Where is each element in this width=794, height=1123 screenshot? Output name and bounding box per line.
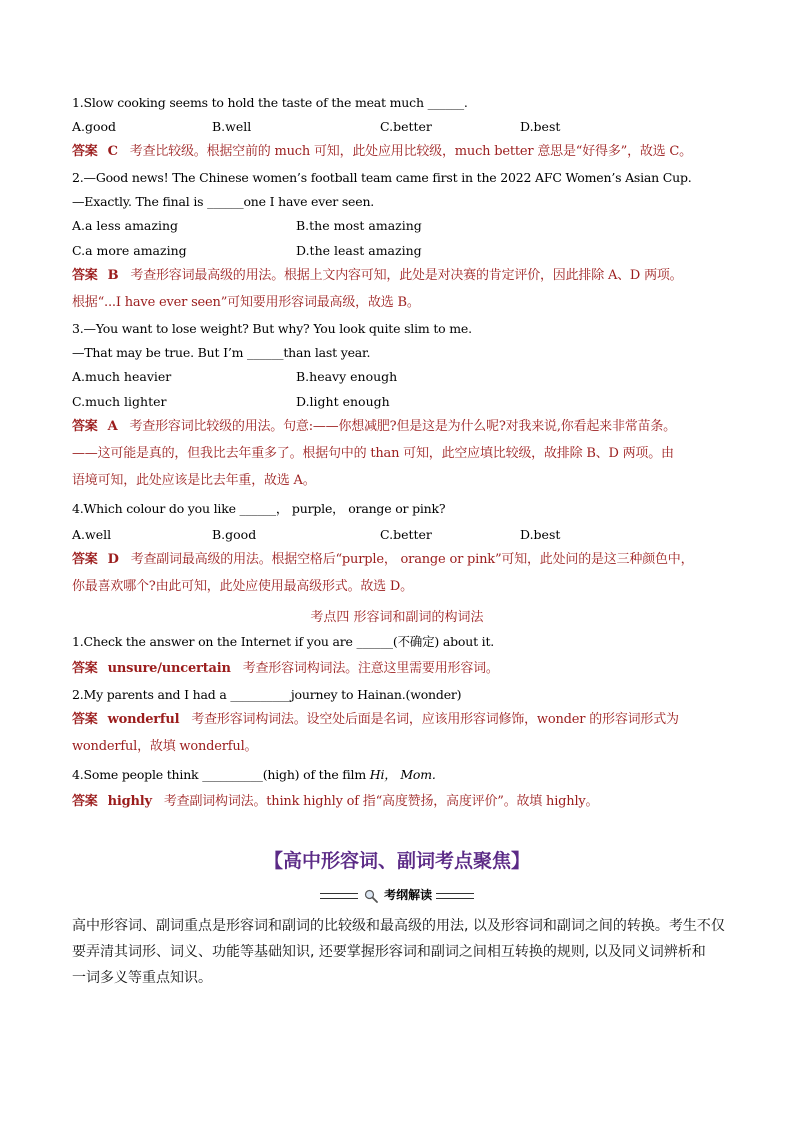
- answer-explanation: 考查形容词比较级的用法。句意:——你想减肥?但是这是为什么呢?对我来说,你看起来非常苗条。: [129, 419, 676, 434]
- q1-option-a: A.good: [72, 119, 117, 134]
- answer-key: B: [107, 268, 119, 283]
- q3-answer-cont-1: ——这可能是真的，但我比去年重多了。根据句中的 than 可知，此空应填比较级，故排除 B、D 两项。由: [72, 446, 674, 461]
- answer-key: unsure/uncertain: [107, 661, 231, 676]
- answer-label: 答案: [72, 712, 98, 727]
- q3-answer: [72, 419, 676, 435]
- magnifier-icon: [364, 889, 378, 903]
- subheading: [0, 886, 794, 903]
- s4-stem-text: 4.Some people think __________(high) of the film: [72, 767, 370, 782]
- q1-stem: 1.Slow cooking seems to hold the taste of the meat much ______.: [72, 95, 468, 110]
- q2-stem-2: —Exactly. The final is ______one I have ever seen.: [72, 194, 375, 209]
- q1-option-c: C.better: [380, 119, 432, 134]
- q2-stem-1: 2.—Good news! The Chinese women’s football team came first in the 2022 AFC Women’s Asian Cup.: [72, 170, 692, 185]
- q2-option-d: D.the least amazing: [296, 243, 422, 258]
- answer-label: 答案: [72, 419, 98, 434]
- q4-answer-cont: 你最喜欢哪个?由此可知，此处应使用最高级形式。故选 D。: [72, 579, 413, 594]
- q3-stem-1: 3.—You want to lose weight? But why? You look quite slim to me.: [72, 321, 472, 336]
- answer-key: wonderful: [107, 712, 180, 727]
- q1-option-d: D.best: [520, 119, 561, 134]
- s1-answer: [72, 661, 499, 677]
- q3-option-d: D.light enough: [296, 394, 390, 409]
- answer-explanation: 考查比较级。根据空前的 much 可知，此处应用比较级，much better 意思是“好得多”，故选 C。: [129, 144, 692, 159]
- s2-answer: [72, 712, 679, 728]
- answer-explanation: 考查形容词构词法。注意这里需要用形容词。: [242, 661, 499, 676]
- q4-answer: [72, 552, 693, 568]
- divider-right: [436, 893, 474, 899]
- answer-label: 答案: [72, 552, 98, 567]
- q3-stem-2: —That may be true. But I’m ______than last year.: [72, 345, 371, 360]
- q1-option-b: B.well: [212, 119, 252, 134]
- answer-label: 答案: [72, 268, 98, 283]
- answer-key: D: [107, 552, 119, 567]
- answer-key: A: [107, 419, 118, 434]
- q2-option-c: C.a more amazing: [72, 243, 187, 258]
- s2-answer-cont: wonderful，故填 wonderful。: [72, 739, 258, 754]
- q2-option-a: A.a less amazing: [72, 218, 179, 233]
- q4-option-d: D.best: [520, 527, 561, 542]
- q3-option-c: C.much lighter: [72, 394, 167, 409]
- page-title: 【高中形容词、副词考点聚焦】: [263, 850, 530, 872]
- paragraph-line: 高中形容词、副词重点是形容词和副词的比较级和最高级的用法, 以及形容词和副词之间的转换。考生不仅: [72, 918, 725, 934]
- q3-option-a: A.much heavier: [72, 369, 172, 384]
- s4-stem: [72, 767, 436, 783]
- paragraph-line: 要弄清其词形、词义、功能等基础知识, 还要掌握形容词和副词之间相互转换的规则, 以及同义词辨析和: [72, 944, 706, 960]
- answer-explanation: 考查副词构词法。think highly of 指“高度赞扬，高度评价”。故填 highly。: [163, 794, 599, 809]
- answer-explanation: 考查形容词构词法。设空处后面是名词，应该用形容词修饰，wonder 的形容词形式为: [191, 712, 679, 727]
- answer-label: 答案: [72, 144, 98, 159]
- answer-key: C: [107, 144, 118, 159]
- q1-answer: [72, 144, 692, 160]
- subheading-label: 考纲解读: [384, 888, 433, 902]
- q2-answer: [72, 268, 682, 284]
- intro-paragraph: [72, 913, 725, 991]
- q3-answer-cont-2: 语境可知，此处应该是比去年重，故选 A。: [72, 473, 316, 488]
- q4-option-a: A.well: [72, 527, 112, 542]
- section-title: 考点四 形容词和副词的构词法: [310, 610, 484, 625]
- q2-answer-cont: 根据“...I have ever seen”可知要用形容词最高级，故选 B。: [72, 295, 420, 310]
- q4-option-c: C.better: [380, 527, 432, 542]
- q4-stem: 4.Which colour do you like ______， purple， orange or pink?: [72, 501, 446, 516]
- q2-option-b: B.the most amazing: [296, 218, 422, 233]
- answer-label: 答案: [72, 794, 98, 809]
- paragraph-line: 一词多义等重点知识。: [72, 970, 212, 986]
- s4-answer: [72, 794, 598, 810]
- answer-explanation: 考查副词最高级的用法。根据空格后“purple， orange or pink”可知，此处问的是这三种颜色中，: [130, 552, 694, 567]
- answer-explanation: 考查形容词最高级的用法。根据上文内容可知，此处是对决赛的肯定评价，因此排除 A、D 两项。: [130, 268, 683, 283]
- answer-key: highly: [107, 794, 152, 809]
- film-title: Hi， Mom.: [369, 767, 436, 782]
- q3-option-b: B.heavy enough: [296, 369, 398, 384]
- divider-left: [320, 893, 358, 899]
- answer-label: 答案: [72, 661, 98, 676]
- q4-option-b: B.good: [212, 527, 257, 542]
- s2-stem: 2.My parents and I had a __________journey to Hainan.(wonder): [72, 687, 462, 702]
- s1-stem: 1.Check the answer on the Internet if you are ______(不确定) about it.: [72, 634, 495, 649]
